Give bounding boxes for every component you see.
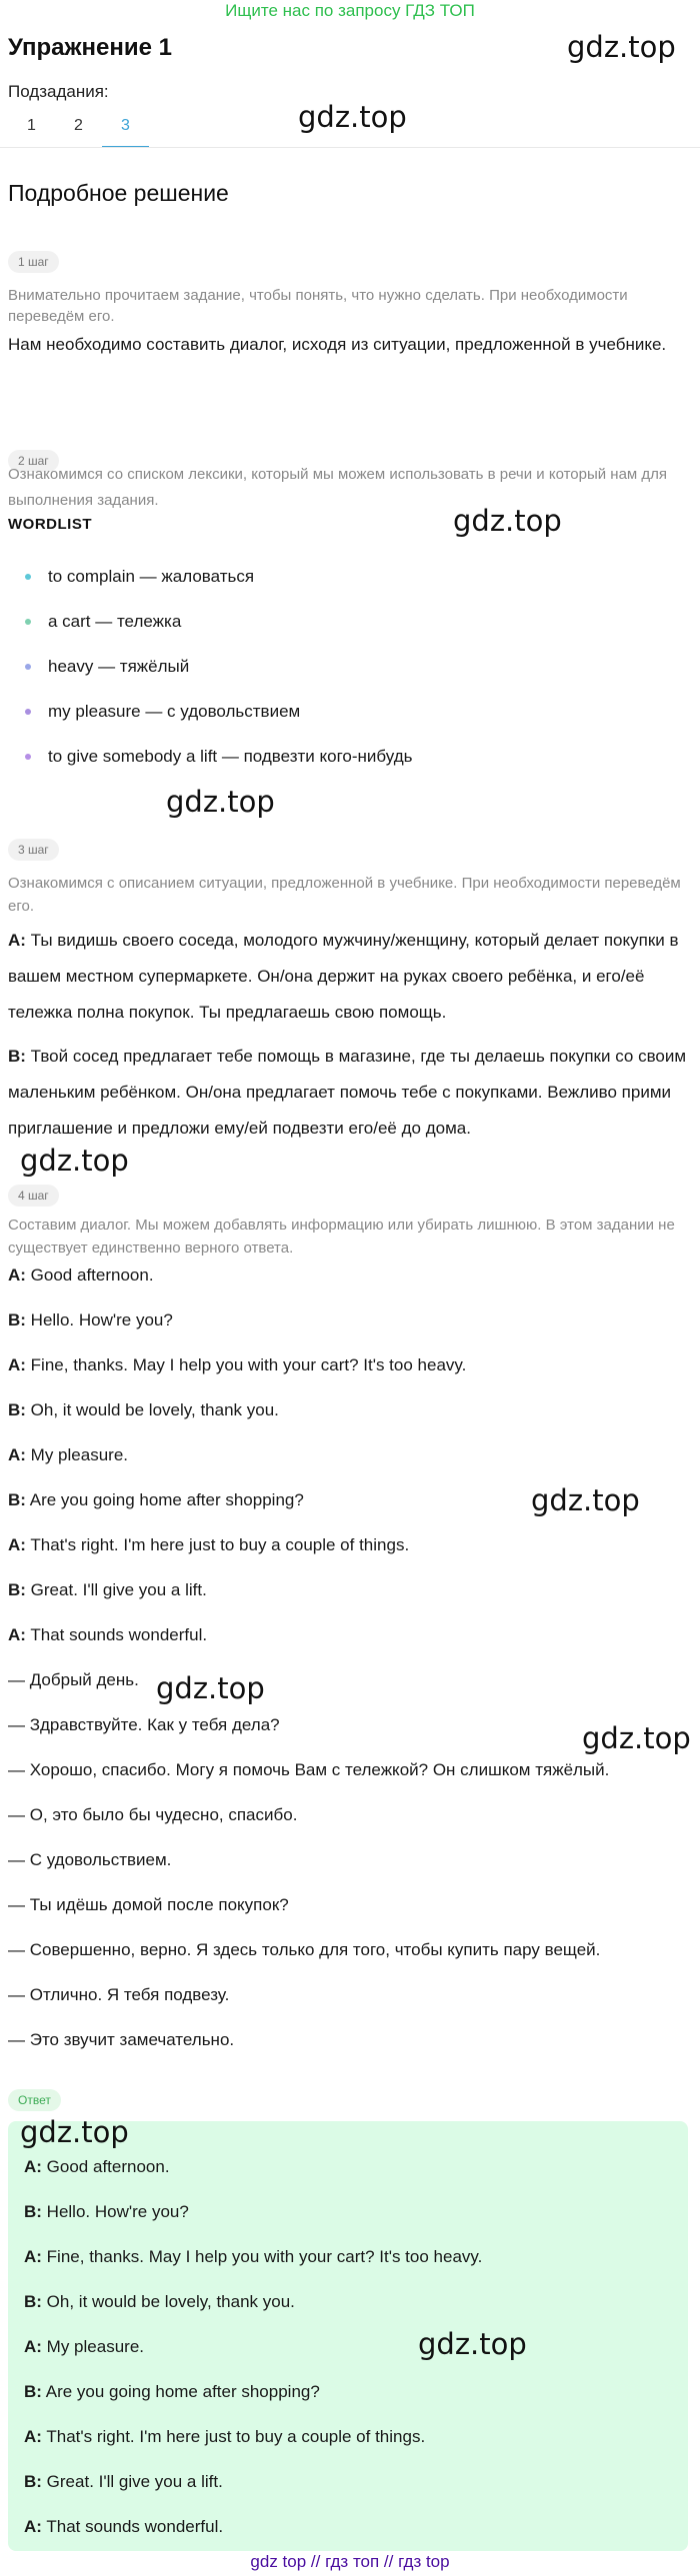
dialog-line <box>8 1486 304 1514</box>
situation-b <box>8 1039 690 1147</box>
watermark: gdz.top <box>298 100 407 134</box>
answer-text: Oh, it would be lovely, thank you. <box>41 2292 295 2311</box>
dialog-text: Are you going home after shopping? <box>25 1490 304 1509</box>
translation-line: — Отлично. Я тебя подвезу. <box>8 1985 230 2004</box>
watermark: gdz.top <box>582 1721 691 1755</box>
dialog-line <box>8 1306 173 1334</box>
speaker-label: A: <box>24 2517 42 2536</box>
list-item <box>0 607 700 652</box>
answer-line <box>24 2423 425 2451</box>
speaker-label: A: <box>24 2427 42 2446</box>
answer-line <box>24 2378 320 2406</box>
answer-line <box>24 2198 189 2226</box>
page-title: Упражнение 1 <box>8 34 172 61</box>
footer-links[interactable]: gdz top // гдз топ // гдз top <box>250 2552 450 2571</box>
answer-line <box>24 2243 482 2271</box>
answer-text: That sounds wonderful. <box>41 2517 224 2536</box>
speaker-label: A: <box>8 1535 26 1554</box>
section-title: Подробное решение <box>8 180 229 206</box>
tab-subtask-1[interactable]: 1 <box>27 117 36 134</box>
wordlist-title: WORDLIST <box>8 516 92 533</box>
speaker-label: B: <box>24 2472 42 2491</box>
watermark: gdz.top <box>418 2327 527 2361</box>
translation-line: — С удовольствием. <box>8 1850 172 1869</box>
answer-text: Hello. How're you? <box>41 2202 189 2221</box>
dialog-line <box>8 1441 128 1469</box>
dialog-text: That's right. I'm here just to buy a couple of things. <box>25 1535 410 1554</box>
word-entry: heavy — тяжёлый <box>48 657 190 676</box>
watermark: gdz.top <box>166 785 275 819</box>
dialog-line <box>8 1576 207 1604</box>
dialog-text: That sounds wonderful. <box>25 1625 208 1644</box>
answer-text: Great. I'll give you a lift. <box>41 2472 223 2491</box>
step-badge-1: 1 шаг <box>8 251 59 273</box>
speaker-label: A: <box>24 2337 42 2356</box>
speaker-label: B: <box>8 1400 26 1419</box>
answer-text: My pleasure. <box>41 2337 144 2356</box>
tab-subtask-3[interactable]: 3 <box>102 108 149 148</box>
bullet-dot-icon <box>25 664 31 670</box>
answer-line <box>24 2153 170 2181</box>
speaker-label: B: <box>24 2292 42 2311</box>
word-entry: my pleasure — с удовольствием <box>48 702 301 721</box>
watermark: gdz.top <box>453 504 562 538</box>
list-item <box>0 697 700 742</box>
answer-line <box>24 2513 223 2541</box>
watermark: gdz.top <box>20 2115 129 2149</box>
answer-line <box>24 2333 144 2361</box>
answer-line <box>24 2288 295 2316</box>
speaker-label: B: <box>8 1490 26 1509</box>
speaker-label: A: <box>8 1266 26 1285</box>
dialog-text: My pleasure. <box>25 1445 128 1464</box>
speaker-label: A: <box>8 1355 26 1374</box>
subtasks-label: Подзадания: <box>8 82 109 101</box>
speaker-label: B: <box>8 1047 26 1066</box>
translation-line: — Ты идёшь домой после покупок? <box>8 1895 289 1914</box>
bullet-dot-icon <box>25 574 31 580</box>
step-hint-3: Ознакомимся с описанием ситуации, предложенной в учебнике. При необходимости переведём его. <box>8 875 681 915</box>
step-hint-2: Ознакомимся со списком лексики, который мы можем использовать в речи и который нам для выполнения задания. <box>8 466 668 509</box>
speaker-label: B: <box>24 2382 42 2401</box>
dialog-line <box>8 1396 279 1424</box>
dialog-line <box>8 1621 207 1649</box>
watermark: gdz.top <box>20 1144 129 1178</box>
word-entry: to complain — жаловаться <box>48 567 255 586</box>
translation-line: — Хорошо, спасибо. Могу я помочь Вам с тележкой? Он слишком тяжёлый. <box>8 1760 610 1779</box>
speaker-label: B: <box>8 1310 26 1329</box>
dialog-text: Great. I'll give you a lift. <box>25 1580 207 1599</box>
step-hint-1: Внимательно прочитаем задание, чтобы понять, что нужно сделать. При необходимости переведём его. <box>8 287 628 325</box>
step-hint-4: Составим диалог. Мы можем добавлять информацию или убирать лишнюю. В этом задании не существует единственно верного ответа. <box>8 1217 675 1257</box>
translation-line: — Это звучит замечательно. <box>8 2030 235 2049</box>
answer-line <box>24 2468 223 2496</box>
dialog-line <box>8 1531 409 1559</box>
watermark: gdz.top <box>156 1671 265 1705</box>
situation-a-text: Ты видишь своего соседа, молодого мужчину/женщину, который делает покупки в вашем местном супермаркете. Он/она держит на руках своего ребёнка, и его/её тележка полна покупок. Ты предлагаешь свою помощь. <box>8 931 679 1022</box>
translation-line: — Добрый день. <box>8 1670 139 1689</box>
situation-b-text: Твой сосед предлагает тебе помощь в магазине, где ты делаешь покупки со своим маленьким ребёнком. Он/она предлагает помочь тебе с покупками. Вежливо прими приглашение и предложи ему/ей подвезти его/её до дома. <box>8 1047 687 1138</box>
translation-line: — Совершенно, верно. Я здесь только для того, чтобы купить пару вещей. <box>8 1940 601 1959</box>
step-badge-4: 4 шаг <box>8 1185 59 1207</box>
dialog-text: Good afternoon. <box>25 1266 154 1285</box>
translation-line: — О, это было бы чудесно, спасибо. <box>8 1805 298 1824</box>
bullet-dot-icon <box>25 754 31 760</box>
speaker-label: A: <box>24 2157 42 2176</box>
list-item <box>0 652 700 697</box>
subtask-tabs <box>8 108 149 148</box>
speaker-label: B: <box>8 1580 26 1599</box>
bullet-dot-icon <box>25 619 31 625</box>
dialog-text: Fine, thanks. May I help you with your cart? It's too heavy. <box>25 1355 467 1374</box>
watermark: gdz.top <box>567 30 676 64</box>
speaker-label: A: <box>8 931 26 950</box>
step-badge-2: 2 шаг <box>8 450 59 472</box>
bullet-dot-icon <box>25 709 31 715</box>
answer-text: Good afternoon. <box>41 2157 170 2176</box>
situation-a <box>8 923 690 1031</box>
tab-subtask-2[interactable]: 2 <box>74 117 83 134</box>
divider <box>0 147 700 148</box>
dialog-line <box>8 1351 466 1379</box>
top-banner[interactable]: Ищите нас по запросу ГДЗ ТОП <box>225 1 475 20</box>
answer-text: Are you going home after shopping? <box>41 2382 320 2401</box>
word-entry: a cart — тележка <box>48 612 182 631</box>
speaker-label: A: <box>24 2247 42 2266</box>
list-item <box>0 562 700 607</box>
watermark: gdz.top <box>531 1483 640 1517</box>
word-entry: to give somebody a lift — подвезти кого-нибудь <box>48 747 413 766</box>
speaker-label: A: <box>8 1625 26 1644</box>
answer-text: Fine, thanks. May I help you with your cart? It's too heavy. <box>41 2247 483 2266</box>
speaker-label: A: <box>8 1445 26 1464</box>
answer-badge: Ответ <box>8 2089 61 2111</box>
speaker-label: B: <box>24 2202 42 2221</box>
translation-line: — Здравствуйте. Как у тебя дела? <box>8 1715 280 1734</box>
dialog-text: Oh, it would be lovely, thank you. <box>25 1400 279 1419</box>
wordlist <box>0 562 700 787</box>
step-badge-3: 3 шаг <box>8 839 59 861</box>
dialog-line <box>8 1262 154 1289</box>
step-text-1: Нам необходимо составить диалог, исходя из ситуации, предложенной в учебнике. <box>8 335 667 354</box>
answer-text: That's right. I'm here just to buy a couple of things. <box>41 2427 426 2446</box>
dialog-text: Hello. How're you? <box>25 1310 173 1329</box>
list-item <box>0 742 700 787</box>
